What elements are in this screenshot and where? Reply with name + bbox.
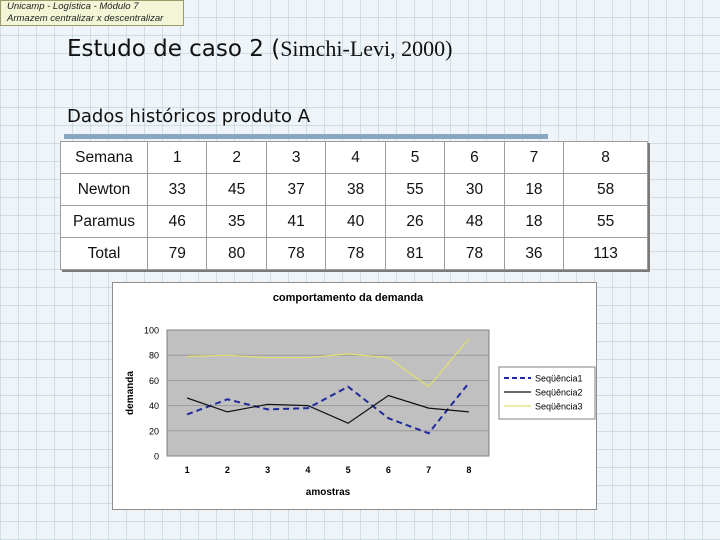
table-cell: 33 xyxy=(148,174,207,206)
table-row-newton xyxy=(61,174,648,206)
y-tick-label: 100 xyxy=(143,325,159,336)
table-cell: 55 xyxy=(385,174,444,206)
table-cell: 41 xyxy=(266,206,325,238)
table-cell: 78 xyxy=(326,238,385,270)
course-header xyxy=(0,0,184,26)
table-header-row xyxy=(61,142,648,174)
page-title-citation: Simchi-Levi, 2000) xyxy=(280,36,453,61)
table-cell: 46 xyxy=(148,206,207,238)
x-tick-label: 7 xyxy=(426,465,432,475)
table-cell: 113 xyxy=(564,238,648,270)
course-header-line1: Unicamp - Logística - Módulo 7 xyxy=(7,1,139,12)
plot-area xyxy=(167,330,489,456)
table-header-cell: 8 xyxy=(564,142,648,174)
table-cell: 36 xyxy=(504,238,563,270)
subtitle-underline xyxy=(64,134,548,139)
x-axis-label: amostras xyxy=(305,487,351,498)
x-tick-label: 6 xyxy=(385,465,391,475)
table-cell: 80 xyxy=(207,238,266,270)
table-cell: Newton xyxy=(61,174,148,206)
y-tick-label: 20 xyxy=(148,426,159,437)
table-header-cell: 5 xyxy=(385,142,444,174)
table-cell: 48 xyxy=(445,206,504,238)
x-tick-label: 3 xyxy=(265,465,271,475)
table-cell: 55 xyxy=(564,206,648,238)
table-cell: 38 xyxy=(326,174,385,206)
chart-title: comportamento da demanda xyxy=(272,292,424,304)
table-header-cell: 1 xyxy=(148,142,207,174)
table-cell: 18 xyxy=(504,206,563,238)
table-cell: 40 xyxy=(326,206,385,238)
y-tick-label: 40 xyxy=(148,401,159,412)
demand-chart xyxy=(112,282,597,510)
y-tick-label: 60 xyxy=(148,375,159,386)
table-cell: 79 xyxy=(148,238,207,270)
x-tick-label: 5 xyxy=(345,465,351,475)
table-cell: Paramus xyxy=(61,206,148,238)
x-tick-label: 8 xyxy=(466,465,472,475)
history-table xyxy=(60,141,648,270)
legend-label-2: Seqüência2 xyxy=(535,387,583,398)
page-title-main: Estudo de caso 2 ( xyxy=(67,36,281,62)
course-header-line2: Armazem centralizar x descentralizar xyxy=(7,13,164,24)
table-header-cell: 4 xyxy=(326,142,385,174)
table-cell: 78 xyxy=(266,238,325,270)
table-cell: 18 xyxy=(504,174,563,206)
table-cell: Total xyxy=(61,238,148,270)
table-header-cell: 6 xyxy=(445,142,504,174)
table-header-cell: 2 xyxy=(207,142,266,174)
x-tick-label: 1 xyxy=(184,465,190,475)
table-header-cell: Semana xyxy=(61,142,148,174)
table-row-paramus xyxy=(61,206,648,238)
x-tick-label: 4 xyxy=(305,465,311,475)
page-title xyxy=(67,36,453,62)
table-header-cell: 7 xyxy=(504,142,563,174)
table-row-total xyxy=(61,238,648,270)
demand-chart-svg xyxy=(113,283,598,511)
table-cell: 81 xyxy=(385,238,444,270)
table-cell: 58 xyxy=(564,174,648,206)
y-tick-label: 80 xyxy=(148,350,159,361)
x-tick-label: 2 xyxy=(224,465,230,475)
table-cell: 35 xyxy=(207,206,266,238)
y-tick-label: 0 xyxy=(153,451,159,462)
legend-label-1: Seqüência1 xyxy=(535,373,583,384)
section-subtitle: Dados históricos produto A xyxy=(67,106,311,127)
table-cell: 37 xyxy=(266,174,325,206)
table-cell: 30 xyxy=(445,174,504,206)
y-axis-label: demanda xyxy=(125,371,136,415)
legend-label-3: Seqüência3 xyxy=(535,401,583,412)
table-header-cell: 3 xyxy=(266,142,325,174)
table-cell: 78 xyxy=(445,238,504,270)
table-cell: 45 xyxy=(207,174,266,206)
table-cell: 26 xyxy=(385,206,444,238)
